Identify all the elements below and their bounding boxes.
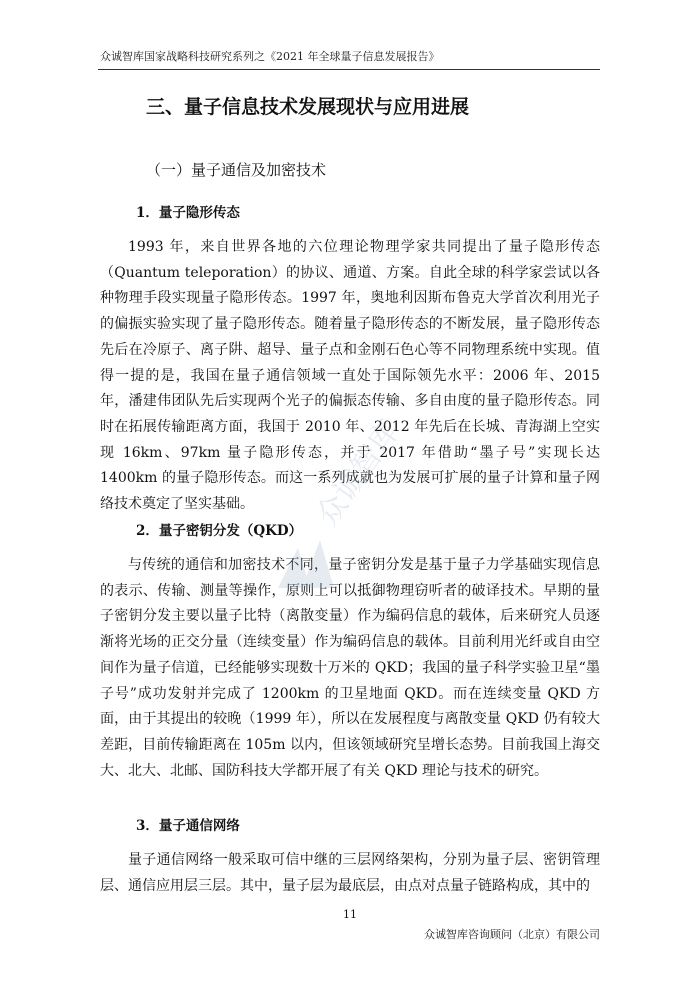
svg-text:众诚智库: 众诚智库 <box>309 414 408 533</box>
running-header: 众诚智库国家战略科技研究系列之《2021 年全球量子信息发展报告》 <box>100 50 440 63</box>
heading-qkd: 2．量子密钥分发（QKD） <box>136 523 303 539</box>
paragraph-qkd: 与传统的通信和加密技术不同，量子密钥分发是基于量子力学基础实现信息的表示、传输、测量等操作，原则上可以抵御物理窃听者的破译技术。早期的量子密钥分发主要以量子比特（离散变量）作为编码信息的载体，后来研究人员逐渐将光场的正交分量（连续变量）作为编码信息的载体。目前利用光纤或自由空间作为量子信道，已经能够实现数十万米的 QKD；我国的量子科学实验卫星“墨子号”成功发射并完成了 1200km 的卫星地面 QKD。而在连续变量 QKD 方面，由于其提出的较晚（1999 年），所以在发展程度与离散变量 QKD 仍有较大差距，目前传输距离在 105m 以内，但该领域研究呈增长态势。目前我国上海交大、北大、北邮、国防科技大学都开展了有关 QKD 理论与技术的研究。 <box>100 557 600 779</box>
footer-company: 众诚智库咨询顾问（北京）有限公司 <box>424 928 600 941</box>
page-number: 11 <box>343 908 357 921</box>
paragraph-quantum-network: 量子通信网络一般采取可信中继的三层网络架构，分别为量子层、密钥管理层、通信应用层三层。其中，量子层为最底层，由点对点量子链路构成，其中的 <box>100 852 600 894</box>
sub-title: （一）量子通信及加密技术 <box>146 161 327 179</box>
heading-quantum-teleportation: 1．量子隐形传态 <box>136 205 240 221</box>
heading-quantum-network: 3．量子通信网络 <box>136 818 240 834</box>
header-rule <box>98 69 600 70</box>
section-title: 三、量子信息技术发展现状与应用进展 <box>146 96 470 118</box>
paragraph-quantum-teleportation: 1993 年，来自世界各地的六位理论物理学家共同提出了量子隐形传态（Quantum teleporation）的协议、通道、方案。自此全球的科学家尝试以各种物理手段实现量子隐形传态。1997 年，奥地利因斯布鲁克大学首次利用光子的偏振实验实现了量子隐形传态。随着量子隐形传态的不断发展，量子隐形传态先后在冷原子、离子阱、超导、量子点和金刚石色心等不同物理系统中实现。值得一提的是，我国在量子通信领域一直处于国际领先水平：2006 年、2015 年，潘建伟团队先后实现两个光子的偏振态传输、多自由度的量子隐形传态。同时在拓展传输距离方面，我国于 2010 年、2012 年先后在长城、青海湖上空实现 16km、97km 量子隐形传态，并于 2017 年借助“墨子号”实现长达 1400km 的量子隐形传态。而这一系列成就也为发展可扩展的量子计算和量子网络技术奠定了坚实基础。 <box>100 239 600 513</box>
